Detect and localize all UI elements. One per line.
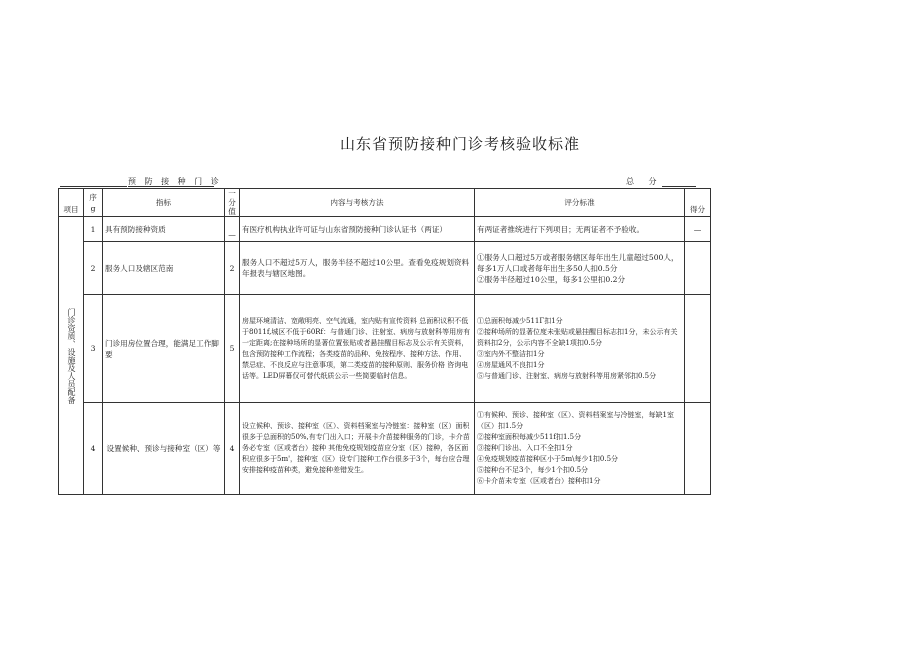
category-cell [59, 217, 84, 495]
row-indicator: 设置候种、预诊与接种室（区）等 [103, 403, 225, 495]
header-category: 项目 [59, 189, 84, 217]
row-criteria [475, 295, 685, 403]
row-indicator: 门诊用房位置合理，能满足工作脚要 [103, 295, 225, 403]
total-underline [662, 186, 696, 187]
row-criteria [475, 242, 685, 295]
criteria-line: ⑤与普通门诊、注射室、病房与放射科等用房紧邻扣0.5分 [477, 371, 657, 380]
criteria-line: ③室内外不整洁扣1分 [477, 349, 545, 358]
assessment-table [58, 188, 711, 495]
clinic-underline-right [128, 186, 214, 187]
header-score-bot: 值 [228, 207, 236, 216]
row-score: 4 [225, 403, 240, 495]
header-method: 内容与考核方法 [240, 189, 475, 217]
header-score-mid: 分 [228, 198, 236, 207]
row-method: 服务人口不超过5万人，服务半径不超过10公里。查看免疫规划资料年报表与辖区地图。 [240, 242, 475, 295]
criteria-line: 有两证者推统进行下列项目；无两证者不予验收。 [477, 224, 645, 234]
header-seq: 序 g [84, 189, 103, 217]
criteria-line: ④免疫规划疫苗接种区小于5m\每少1扣0.5分 [477, 455, 619, 463]
row-result: — [685, 217, 711, 242]
row-score: — [225, 217, 240, 242]
row-indicator: 服务人口及辖区范南 [103, 242, 225, 295]
row-method: 设立候种、预诊、接种室（区）、资料档案室与冷链室：接种室（区）面积很多于总面积的50%,有专门出入口；开展卡介苗接种服务的门诊，卡介苗务必专室（区或者台）接种 其他免疫规划疫苗应分室（区）接种，各区面积应很多于5m'，接种室（区）设专门接种工作台很多于3个，每台应合理安排接种疫苗种类，避免接种差错发生。 [240, 403, 475, 495]
total-label: 总 分 [626, 177, 663, 186]
category-label: 门诊资质、设施及人员配备 [67, 307, 76, 404]
criteria-line: ④房屋通风不良扣1分 [477, 360, 545, 369]
row-result [685, 295, 711, 403]
criteria-line: ③接种门诊出、入口不全扣1分 [477, 444, 573, 452]
criteria-line: ②接种室面积每减少511f扣1.5分 [477, 433, 582, 441]
criteria-line: ①有候种、预诊、接种室（区）、资料档案室与冷链室，每缺1室（区）扣1.5分 [477, 411, 674, 430]
header-indicator: 指标 [103, 189, 225, 217]
criteria-line: ①服务人口超过5万或者服务辖区每年出生儿童超过500人，每多1万人口或者每年出生多50人扣0.5分 [477, 252, 679, 273]
row-score: 5 [225, 295, 240, 403]
row-seq: 3 [84, 295, 103, 403]
table-row [59, 403, 711, 495]
row-score: 2 [225, 242, 240, 295]
criteria-line: ②接种场所的显著位度未张贴或悬挂醒目标志扣1分，未公示有关资料扣2分，公示内容不全缺1项扣0.5分 [477, 327, 678, 347]
row-criteria [475, 217, 685, 242]
page-title: 山东省预防接种门诊考核验收标准 [339, 135, 580, 153]
table-row [59, 295, 711, 403]
header-result: 得分 [685, 189, 711, 217]
header-criteria: 评分标准 [475, 189, 685, 217]
header-score-top: 一 [228, 189, 236, 198]
table-header-row [59, 189, 711, 217]
table-row [59, 242, 711, 295]
clinic-label: 预 防 接 种 门 诊 [128, 177, 222, 186]
row-indicator: 具有预防接种资质 [103, 217, 225, 242]
header-score [225, 189, 240, 217]
table-row [59, 217, 711, 242]
criteria-line: ⑤接种台不足3个，每少1个扣0.5分 [477, 466, 589, 474]
row-method: 房屋环境清洁、宽敞明亮、空气流通，室内贴有宣传资料 总面积议积不低于8011f,城区不低于60Rf：与普通门诊、注射室、病房与放射科等用房有一定距离;在接种场所的显著位置张贴或者悬挂醒目标志及公示有关资料，包含预防接种工作流程；各类疫苗的品种、免按程序、接种方法、作用、禁忌症、不良反应与注意事项，第二类疫苗的接种原则、服务价格 咨询电话等。LED屏幕仅可替代纸质公示一些简要临时信息。 [240, 295, 475, 403]
row-method: 有医疗机构执业许可证与山东省预防接种门诊认证书（两证） [240, 217, 475, 242]
criteria-line: ⑥卡介苗未专室（区或者台）接种扣1分 [477, 477, 601, 485]
row-seq: 2 [84, 242, 103, 295]
row-seq: 1 [84, 217, 103, 242]
row-result [685, 403, 711, 495]
criteria-line: ①总面积每减少511Γ扣1分 [477, 316, 563, 325]
row-criteria [475, 403, 685, 495]
criteria-line: ②服务半径超过10公里，每多1公里扣0.2分 [477, 274, 626, 284]
clinic-underline-left [60, 186, 127, 187]
row-result [685, 242, 711, 295]
row-seq: 4 [84, 403, 103, 495]
